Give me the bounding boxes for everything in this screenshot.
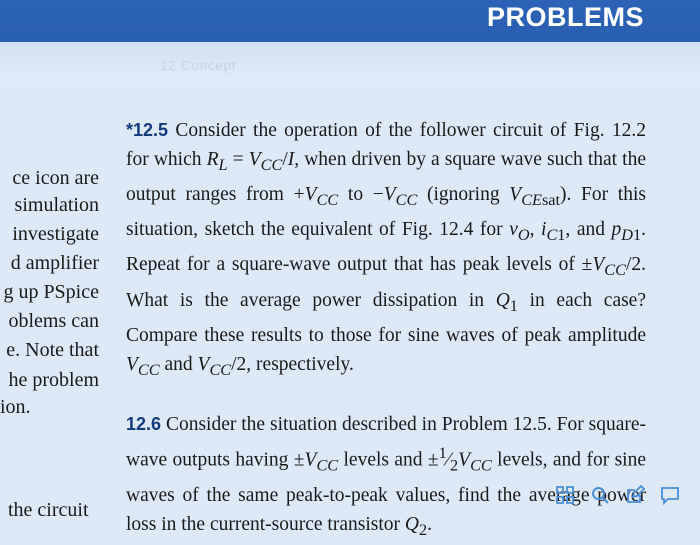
- problem-number: 12.6: [126, 413, 162, 434]
- faded-header-text: 12 Concept: [160, 58, 237, 73]
- comment-icon[interactable]: [659, 484, 681, 506]
- left-column-cropped: [0, 0, 110, 525]
- grid-icon[interactable]: [554, 484, 576, 506]
- reader-toolbar: [554, 484, 684, 506]
- left-line: the circuit: [8, 499, 89, 521]
- left-line: simulation: [14, 194, 99, 216]
- left-line: oblems can: [8, 310, 99, 332]
- left-line: ce icon are: [12, 167, 99, 189]
- left-line: he problem: [8, 369, 99, 391]
- problem-number: *12.5: [126, 120, 169, 140]
- left-line: investigate: [12, 223, 99, 245]
- problems-body: [126, 116, 646, 545]
- search-icon[interactable]: [589, 484, 611, 506]
- left-line: e. Note that: [6, 339, 99, 361]
- left-line: d amplifier: [10, 252, 99, 274]
- left-line: g up PSpice: [3, 281, 99, 303]
- problem-12-6: 12.6 Consider the situation described in Problem 12.5. For square-wave outputs having $\pm V_{CC}$ levels and $\pm^1⁄_2V_{CC}$ levels, and for sine waves of the same peak-to-peak values, find the average power loss in the current-source transistor $Q_2$.: [126, 413, 646, 539]
- left-line: ion.: [0, 396, 31, 418]
- page-title: PROBLEMS: [486, 2, 644, 32]
- problem-12-5: *12.5 Consider the operation of the follower circuit of Fig. 12.2 for which $R_L = V_{CC}/I$, when driven by a square wave such that the output ranges from $+V_{CC}$ to $-V_{CC}$ (ignoring $V_{CEsat}$). For this situation, sketch the equivalent of Fig. 12.4 for $v_O$, $i_{C1}$, and $p_{D1}$. Repeat for a square-wave output that has peak levels of $\pm V_{CC}/2$. What is the average power dissipation in $Q_1$ in each case? Compare these results to those for sine waves of peak amplitude $V_{CC}$ and $V_{CC}/2$, respectively.: [126, 120, 647, 379]
- edit-icon[interactable]: [624, 484, 646, 506]
